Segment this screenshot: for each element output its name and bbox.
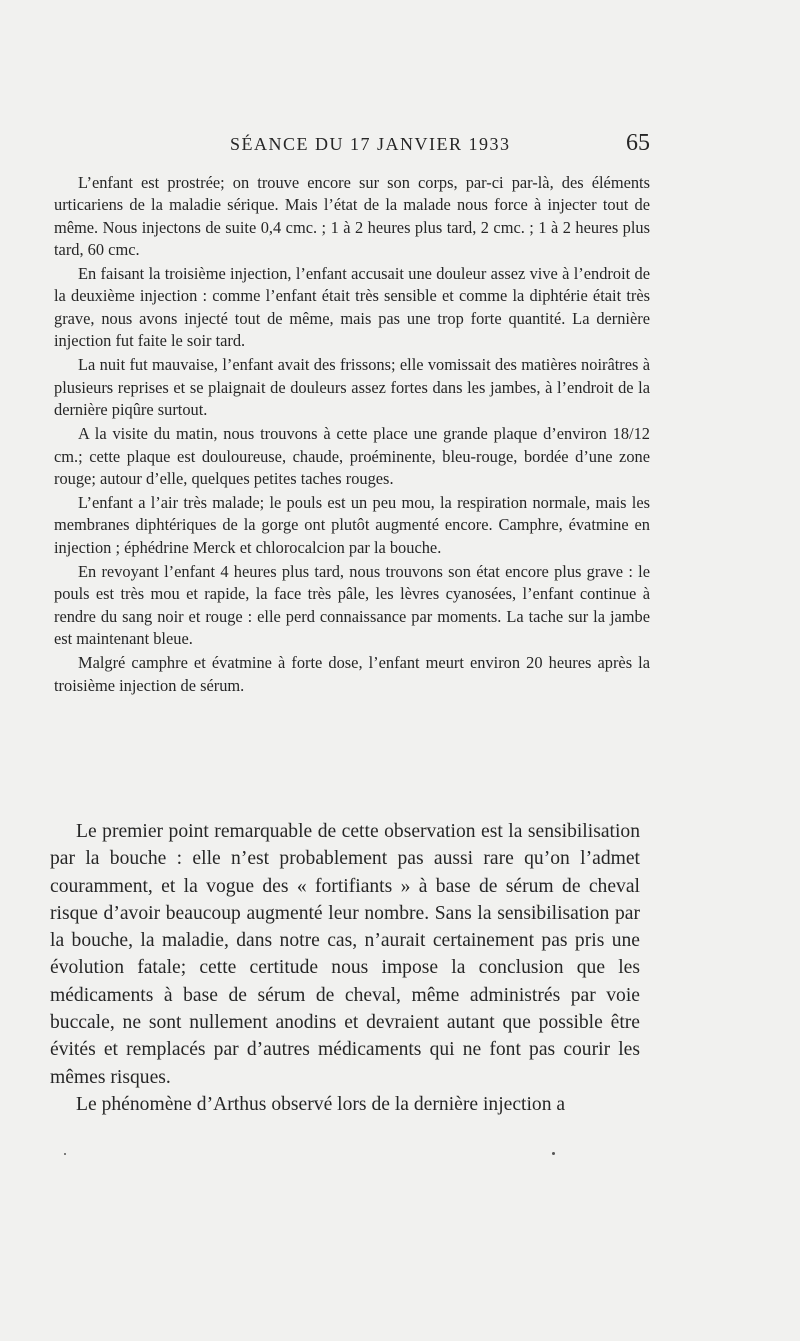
paragraph: Le phénomène d’Arthus observé lors de la dernière injection a xyxy=(76,1093,566,1115)
observation-text xyxy=(54,172,650,697)
paragraph: A la visite du matin, nous trouvons à cette place une grande plaque d’environ 18/12 cm.; cette plaque est douloureuse, chaude, proéminente, bleu-rouge, bordée d’une zone rouge; autour d’elle, quelques petites taches rouges. xyxy=(54,424,650,488)
paragraph: Le premier point remarquable de cette observation est la sensibilisation par la bouche : elle n’est probablement pas aussi rare qu’on l’admet couramment, et la vogue des « fortifiants » à base de sérum de cheval risque d’avoir beaucoup augmenté leur nombre. Sans la sensibilisation par la bouche, la maladie, dans notre cas, n’aurait certainement pas pris une évolution fatale; cette certitude nous impose la conclusion que les médicaments à base de sérum de cheval, même administrés par voie buccale, ne sont nullement anodins et devraient autant que possible être évités et remplacés par d’autres médicaments qui ne font pas courir les mêmes risques. xyxy=(50,821,640,1088)
running-title: SÉANCE DU 17 JANVIER 1933 xyxy=(230,134,511,154)
ink-speck xyxy=(552,1152,555,1155)
ink-speck xyxy=(64,1153,66,1155)
page-number: 65 xyxy=(626,130,650,156)
paragraph: En faisant la troisième injection, l’enfant accusait une douleur assez vive à l’endroit de la deuxième injection : comme l’enfant était très sensible et comme la diphtérie était très grave, nous avons injecté tout de même, mais pas une trop forte quantité. La dernière injection fut faite le soir tard. xyxy=(54,264,650,351)
paragraph: Malgré camphre et évatmine à forte dose, l’enfant meurt environ 20 heures après la troisième injection de sérum. xyxy=(54,653,650,695)
paragraph: La nuit fut mauvaise, l’enfant avait des frissons; elle vomissait des matières noirâtres à plusieurs reprises et se plaignait de douleurs assez fortes dans les jambes, à l’endroit de la dernière piqûre surtout. xyxy=(54,355,650,419)
commentary-text xyxy=(50,818,640,1118)
page-header xyxy=(230,130,650,160)
paragraph: L’enfant est prostrée; on trouve encore sur son corps, par-ci par-là, des éléments urticariens de la maladie sérique. Mais l’état de la malade nous force à injecter tout de même. Nous injectons de suite 0,4 cmc. ; 1 à 2 heures plus tard, 2 cmc. ; 1 à 2 heures plus tard, 60 cmc. xyxy=(54,173,650,259)
paragraph: En revoyant l’enfant 4 heures plus tard, nous trouvons son état encore plus grave : le pouls est très mou et rapide, la face très pâle, les lèvres cyanosées, l’enfant continue à rendre du sang noir et rouge : elle perd connaissance par moments. La tache sur la jambe est maintenant bleue. xyxy=(54,562,650,648)
paragraph: L’enfant a l’air très malade; le pouls est un peu mou, la respiration normale, mais les membranes diphtériques de la gorge ont plutôt augmenté encore. Camphre, évatmine en injection ; éphédrine Merck et chlorocalcion par la bouche. xyxy=(54,493,650,557)
